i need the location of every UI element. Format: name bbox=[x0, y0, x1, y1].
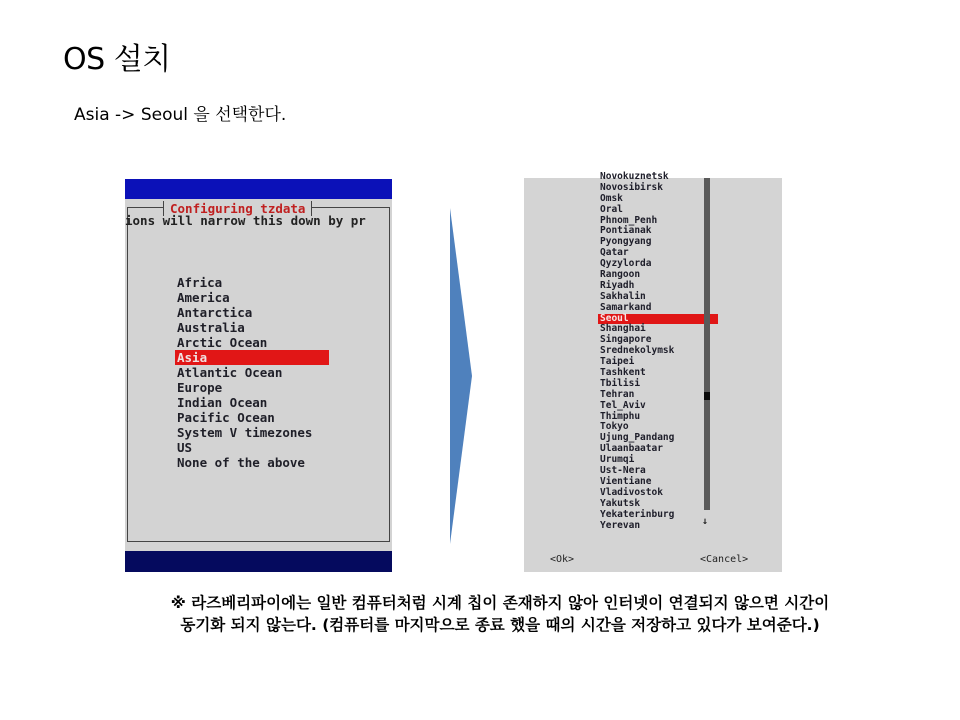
city-item[interactable]: Samarkand bbox=[600, 301, 652, 313]
scrollbar-track[interactable] bbox=[704, 178, 710, 510]
city-item[interactable]: Vladivostok bbox=[600, 486, 663, 498]
city-item[interactable]: Novokuznetsk bbox=[600, 171, 669, 182]
city-item[interactable]: Shanghai bbox=[600, 323, 646, 335]
scroll-down-arrow-icon[interactable]: ↓ bbox=[702, 516, 709, 527]
scrollbar-thumb[interactable] bbox=[704, 392, 710, 400]
region-item[interactable]: None of the above bbox=[177, 455, 305, 470]
city-item[interactable]: Qatar bbox=[600, 247, 629, 259]
dialog-caption: Configuring tzdata bbox=[163, 201, 312, 216]
city-item[interactable]: Yekaterinburg bbox=[600, 508, 675, 520]
region-item[interactable]: US bbox=[177, 440, 193, 455]
region-item[interactable]: Pacific Ocean bbox=[177, 410, 275, 425]
city-item[interactable]: Novosibirsk bbox=[600, 181, 663, 193]
next-arrow-icon bbox=[450, 208, 474, 544]
city-item[interactable]: Taipei bbox=[600, 356, 635, 368]
city-item[interactable]: Oral bbox=[600, 203, 623, 215]
region-item[interactable]: Antarctica bbox=[177, 305, 253, 320]
right-screenshot bbox=[524, 171, 782, 572]
console-bottom-band bbox=[125, 551, 392, 572]
slide-title: OS 설치 bbox=[63, 42, 171, 77]
region-item[interactable]: Europe bbox=[177, 380, 223, 395]
city-item[interactable]: Yakutsk bbox=[600, 497, 641, 509]
city-item[interactable]: Tashkent bbox=[600, 367, 646, 379]
region-item[interactable]: Indian Ocean bbox=[177, 395, 268, 410]
cancel-button[interactable]: <Cancel> bbox=[700, 554, 749, 565]
city-item[interactable]: Omsk bbox=[600, 192, 623, 204]
city-item[interactable]: Pontianak bbox=[600, 225, 652, 237]
city-item[interactable]: Sakhalin bbox=[600, 290, 646, 302]
city-item[interactable]: Tehran bbox=[600, 388, 635, 400]
region-item[interactable]: America bbox=[177, 290, 230, 305]
slide-subtitle: Asia -> Seoul 을 선택한다. bbox=[74, 105, 287, 125]
region-item[interactable]: Atlantic Ocean bbox=[177, 365, 283, 380]
footnote-line-2: 동기화 되지 않는다. (컴퓨터를 마지막으로 종료 했을 때의 시간을 저장하고 있다가 보여준다.) bbox=[180, 616, 820, 634]
footnote-line-1: ※ 라즈베리파이에는 일반 컴퓨터처럼 시계 칩이 존재하지 않아 인터넷이 연결되지 않으면 시간이 bbox=[170, 594, 830, 612]
region-item-selected[interactable]: Asia bbox=[175, 350, 329, 365]
region-item[interactable]: Australia bbox=[177, 320, 245, 335]
city-item[interactable]: Tel_Aviv bbox=[600, 399, 646, 411]
region-item[interactable]: System V timezones bbox=[177, 425, 313, 440]
city-item[interactable]: Tokyo bbox=[600, 421, 629, 433]
city-item[interactable]: Thimphu bbox=[600, 410, 641, 422]
city-item[interactable]: Yerevan bbox=[600, 519, 641, 531]
city-item[interactable]: Pyongyang bbox=[600, 236, 652, 248]
city-item[interactable]: Phnom_Penh bbox=[600, 214, 658, 226]
city-item[interactable]: Ujung_Pandang bbox=[600, 432, 675, 444]
dialog-subtext: ions will narrow this down by pr bbox=[125, 213, 366, 228]
region-item[interactable]: Africa bbox=[177, 275, 223, 290]
region-list bbox=[175, 275, 329, 470]
city-item[interactable]: Tbilisi bbox=[600, 377, 641, 389]
city-item[interactable]: Rangoon bbox=[600, 269, 641, 281]
footnote bbox=[120, 592, 880, 636]
left-screenshot bbox=[125, 179, 392, 572]
city-item[interactable]: Ulaanbaatar bbox=[600, 443, 663, 455]
city-item[interactable]: Srednekolymsk bbox=[600, 345, 675, 357]
city-item-selected[interactable]: Seoul bbox=[598, 314, 718, 325]
city-item[interactable]: Ust-Nera bbox=[600, 465, 646, 477]
ok-button[interactable]: <Ok> bbox=[550, 554, 575, 565]
region-item[interactable]: Arctic Ocean bbox=[177, 335, 268, 350]
city-item[interactable]: Urumqi bbox=[600, 454, 635, 466]
city-item[interactable]: Vientiane bbox=[600, 475, 652, 487]
city-item[interactable]: Riyadh bbox=[600, 279, 635, 291]
city-item[interactable]: Singapore bbox=[600, 334, 652, 346]
city-list bbox=[598, 172, 718, 531]
city-item[interactable]: Qyzylorda bbox=[600, 258, 652, 270]
